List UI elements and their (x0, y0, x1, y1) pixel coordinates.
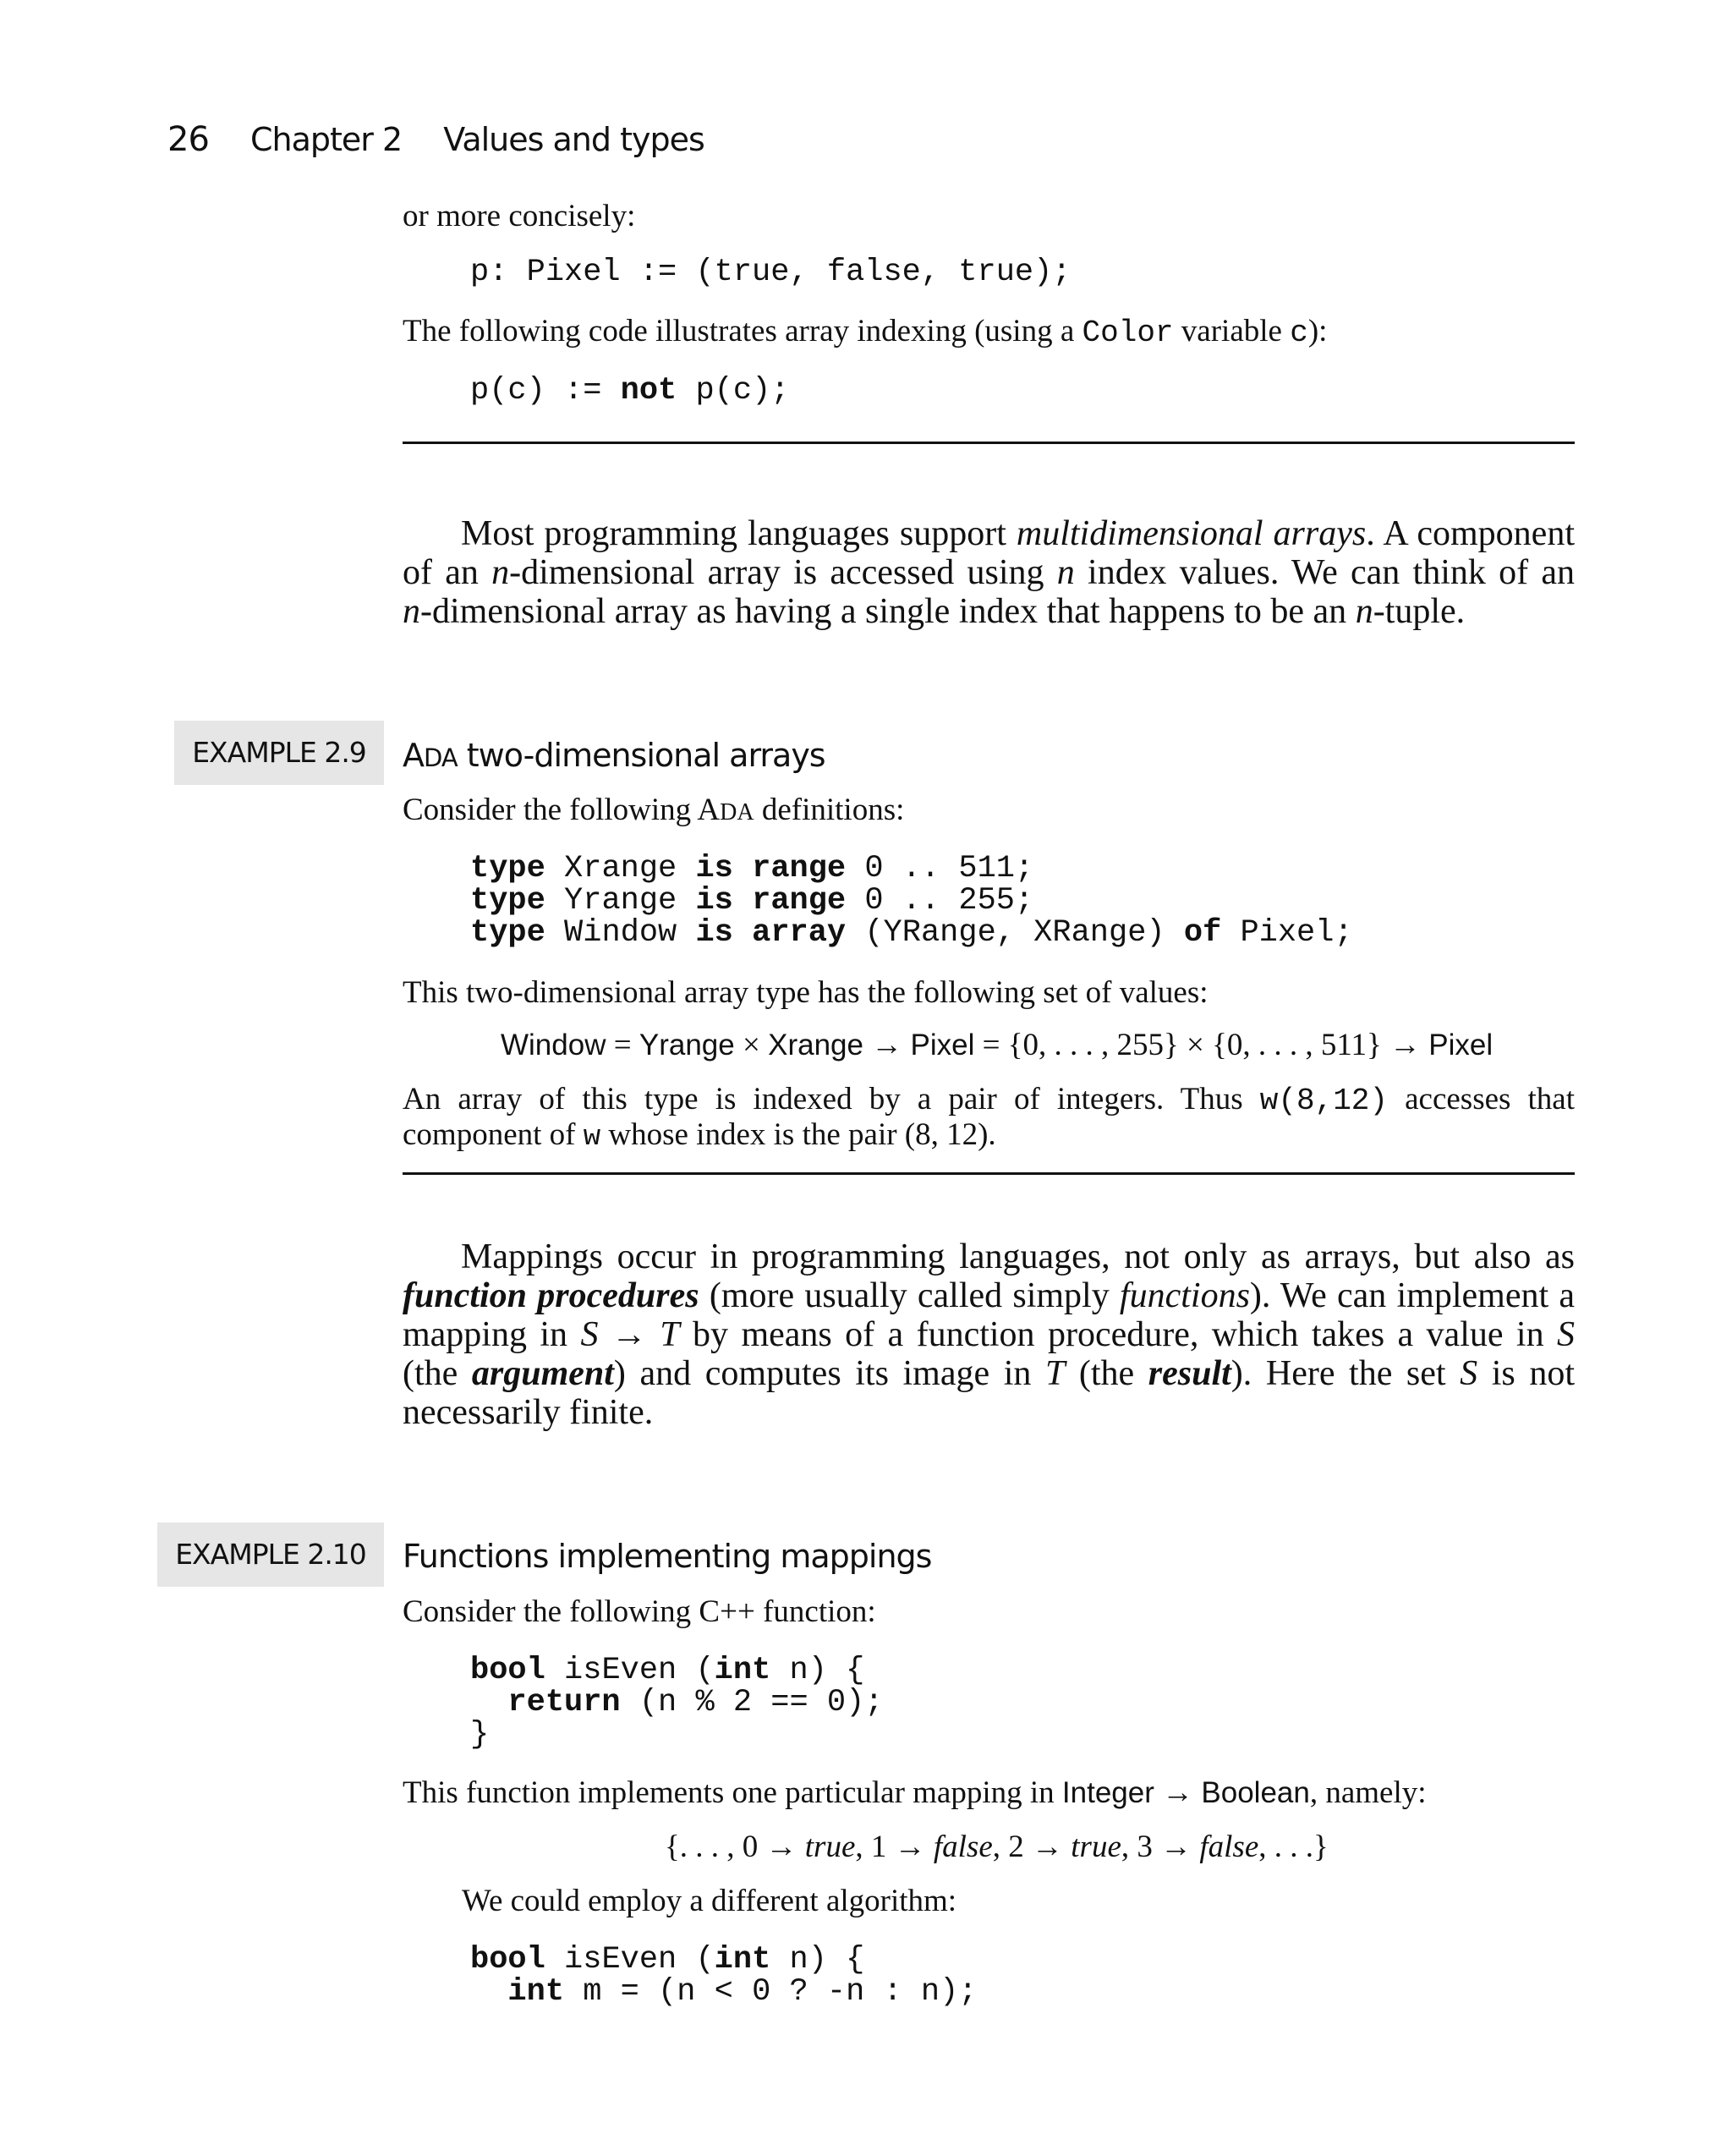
cpp-code-block-1 (470, 1654, 884, 1751)
page-header (167, 118, 704, 161)
code-pixel-decl: p: Pixel := (true, false, true); (470, 255, 1072, 290)
inline-code-color: Color (1082, 315, 1174, 350)
example-2-10-consider: Consider the following C++ function: (403, 1594, 876, 1629)
code-line: } (470, 1717, 490, 1753)
code-line: bool isEven (int n) { (470, 1942, 865, 1978)
code-index: p(c) := not p(c); (470, 373, 790, 409)
indexing-text: The following code illustrates array indexing (using a Color variable c): (403, 314, 1328, 350)
page-number: 26 (167, 120, 209, 159)
code-line: type Yrange is range 0 .. 255; (470, 883, 1034, 919)
window-formula: Window = Yrange × Xrange → Pixel = {0, . . . , 255} × {0, . . . , 511} → Pixel (501, 1028, 1494, 1062)
code-line: int m = (n < 0 ? -n : n); (470, 1974, 978, 2010)
chapter-title: Values and types (443, 121, 704, 158)
divider-1 (403, 442, 1575, 444)
mapping-set-formula: {. . . , 0 → true, 1 → false, 2 → true, 3 → false, . . .} (665, 1830, 1329, 1864)
code-line: return (n % 2 == 0); (470, 1685, 884, 1720)
chapter-label: Chapter 2 (250, 121, 403, 158)
cpp-code-block-2 (470, 1944, 978, 2008)
code-line: bool isEven (int n) { (470, 1653, 865, 1688)
code-line: type Xrange is range 0 .. 511; (470, 851, 1034, 886)
divider-2 (403, 1172, 1575, 1175)
example-2-9-label: EXAMPLE 2.9 (174, 721, 384, 785)
inline-code-w: w (583, 1122, 601, 1154)
example-2-9-title: ADA two-dimensional arrays (403, 737, 825, 774)
ada-code-block (470, 853, 1353, 949)
multidim-paragraph: Most programming languages support multidimensional arrays. A component of an n-dimensional array is accessed using n index values. We can think of an n-dimensional array as having a single index that happens to be an n-tuple. (403, 514, 1575, 631)
example-2-10-title: Functions implementing mappings (403, 1538, 932, 1575)
inline-code-c: c (1290, 315, 1308, 350)
example-2-9-values-text: This two-dimensional array type has the following set of values: (403, 975, 1209, 1010)
concise-text: or more concisely: (403, 199, 636, 233)
example-2-10-different: We could employ a different algorithm: (462, 1884, 957, 1918)
example-2-9-consider: Consider the following ADA definitions: (403, 793, 905, 827)
mapping-paragraph: Mappings occur in programming languages, not only as arrays, but also as function procedures (more usually called simply functions). We can implement a mapping in S → T by means of a function procedure, which takes a value in S (the argument) and computes its image in T (the result). Here the set S is not necessarily finite. (403, 1237, 1576, 1432)
inline-code-w-index: w(8,12) (1259, 1083, 1389, 1118)
example-2-9-index-text: An array of this type is indexed by a pair of integers. Thus w(8,12) accesses that component of w whose index is the pair (8, 12). (403, 1082, 1576, 1154)
example-2-10-implements: This function implements one particular mapping in Integer → Boolean, namely: (403, 1775, 1427, 1810)
example-2-10-label: EXAMPLE 2.10 (157, 1522, 384, 1587)
code-line: type Window is array (YRange, XRange) of Pixel; (470, 915, 1353, 951)
